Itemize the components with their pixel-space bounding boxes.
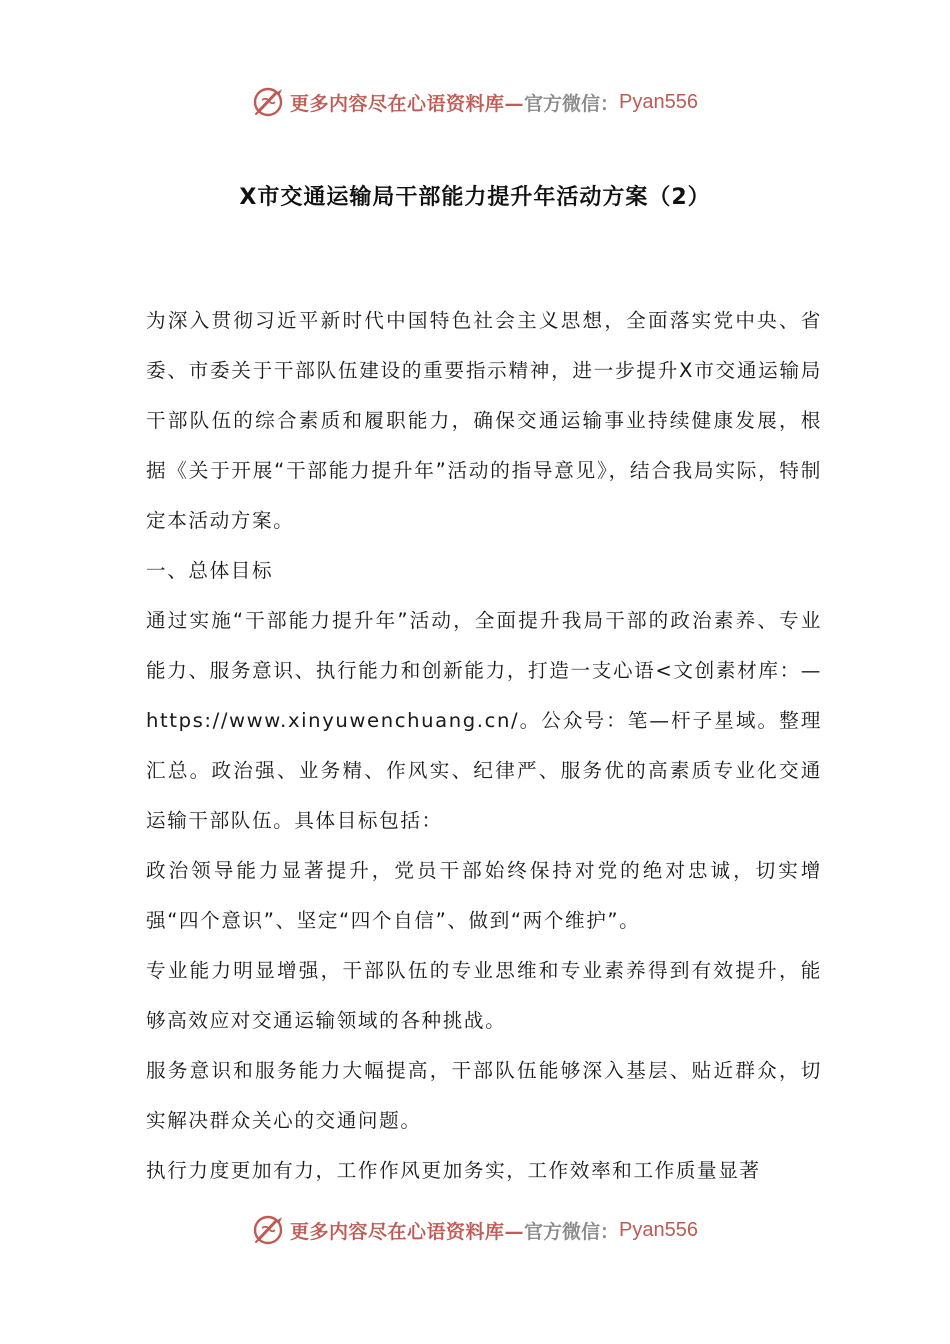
- banner-wechat-id: Pyan556: [619, 90, 698, 113]
- banner-wechat-label: 官方微信：: [524, 92, 620, 115]
- header-banner: [0, 82, 950, 122]
- document-title: X市交通运输局干部能力提升年活动方案（2）: [239, 185, 711, 210]
- banner-wechat-id: Pyan556: [619, 1218, 698, 1241]
- paragraph-political: 政治领导能力显著提升，党员干部始终保持对党的绝对忠诚，切实增强“四个意识”、坚定“四个自信”、做到“两个维护”。: [146, 859, 822, 932]
- paragraph-intro: 为深入贯彻习近平新时代中国特色社会主义思想，全面落实党中央、省委、市委关于干部队伍建设的重要指示精神，进一步提升X市交通运输局干部队伍的综合素质和履职能力，确保交通运输事业持续健康发展，根据《关于开展“干部能力提升年”活动的指导意见》，结合我局实际，特制定本活动方案。: [146, 309, 822, 532]
- banner-text: 更多内容尽在心语资料库—: [290, 1220, 525, 1243]
- document-body: [146, 296, 822, 1196]
- section-heading: 一、总体目标: [146, 559, 274, 582]
- paragraph-goals: 通过实施“干部能力提升年”活动，全面提升我局干部的政治素养、专业能力、服务意识、执行能力和创新能力，打造一支心语<文创素材库：—https://www.xinyuwenchuang.cn/。公众号：笔—杆子星域。整理汇总。政治强、业务精、作风实、纪律严、服务优的高素质专业化交通运输干部队伍。具体目标包括：: [146, 609, 822, 832]
- footer-banner: [0, 1210, 950, 1250]
- paragraph-service: 服务意识和服务能力大幅提高，干部队伍能够深入基层、贴近群众，切实解决群众关心的交通问题。: [146, 1059, 822, 1132]
- paragraph-professional: 专业能力明显增强，干部队伍的专业思维和专业素养得到有效提升，能够高效应对交通运输领域的各种挑战。: [146, 959, 822, 1032]
- banner-text: 更多内容尽在心语资料库—: [290, 92, 525, 115]
- pen-logo-icon: [252, 1213, 286, 1247]
- banner-wechat-label: 官方微信：: [524, 1220, 620, 1243]
- paragraph-execution: 执行力度更加有力，工作作风更加务实，工作效率和工作质量显著: [146, 1159, 761, 1182]
- pen-logo-icon: [252, 85, 286, 119]
